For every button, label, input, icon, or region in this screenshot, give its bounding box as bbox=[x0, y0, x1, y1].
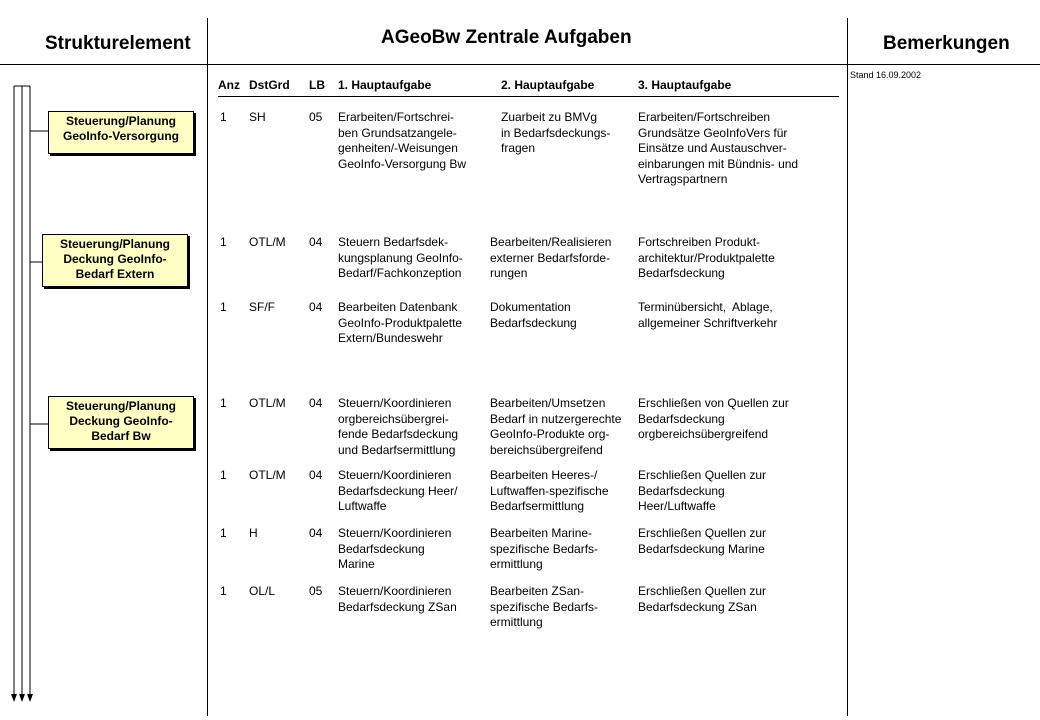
col-hauptaufgabe-2: 2. Hauptaufgabe bbox=[501, 78, 595, 92]
hauptaufgabe-3-text: Terminübersicht, Ablage, allgemeiner Schriftverkehr bbox=[638, 300, 778, 330]
divider-right bbox=[847, 18, 848, 716]
anz-value: 1 bbox=[220, 110, 227, 124]
column-header-underline bbox=[218, 96, 839, 97]
hauptaufgabe-2-text: Zuarbeit zu BMVg in Bedarfsdeckungs- fragen bbox=[501, 110, 611, 155]
hauptaufgabe-3-text: Erschließen Quellen zur Bedarfsdeckung Heer/Luftwaffe bbox=[638, 468, 767, 513]
lb-value: 05 bbox=[309, 110, 323, 124]
col-lb: LB bbox=[309, 78, 325, 92]
lb-value: 04 bbox=[309, 526, 323, 540]
col-hauptaufgabe-3: 3. Hauptaufgabe bbox=[638, 78, 732, 92]
hauptaufgabe-2-text: Dokumentation Bedarfsdeckung bbox=[490, 300, 577, 330]
lb-value: 04 bbox=[309, 235, 323, 249]
anz-value: 1 bbox=[220, 235, 227, 249]
dstgrd-value: H bbox=[249, 526, 258, 540]
lb-value: 05 bbox=[309, 584, 323, 598]
hauptaufgabe-3-text: Erschließen Quellen zur Bedarfsdeckung Marine bbox=[638, 526, 767, 556]
hauptaufgabe-2-text: Bearbeiten/Realisieren externer Bedarfsforde- rungen bbox=[490, 235, 612, 280]
lb-value: 04 bbox=[309, 396, 323, 410]
dstgrd-value: SH bbox=[249, 110, 266, 124]
dstgrd-value: OTL/M bbox=[249, 235, 286, 249]
anz-value: 1 bbox=[220, 584, 227, 598]
hauptaufgabe-1-text: Steuern Bedarfsdek- kungsplanung GeoInfo- Bedarf/Fachkonzeption bbox=[338, 235, 463, 280]
structure-connector-lines bbox=[0, 0, 207, 720]
hauptaufgabe-2-text: Bearbeiten ZSan- spezifische Bedarfs- ermittlung bbox=[490, 584, 599, 629]
structure-box-geoinfo-versorgung: Steuerung/Planung GeoInfo-Versorgung bbox=[48, 111, 194, 154]
hauptaufgabe-3-text: Erschließen von Quellen zur Bedarfsdeckung orgbereichsübergreifend bbox=[638, 396, 789, 441]
arrow-down-icon bbox=[19, 694, 25, 702]
hauptaufgabe-2-text: Bearbeiten/Umsetzen Bedarf in nutzergerechte GeoInfo-Produkte org- bereichsübergreifend bbox=[490, 396, 622, 457]
col-anz: Anz bbox=[218, 78, 240, 92]
col-dstgrd: DstGrd bbox=[249, 78, 290, 92]
structure-box-bedarf-bw: Steuerung/Planung Deckung GeoInfo- Bedarf Bw bbox=[48, 396, 194, 449]
column-header-bemerkungen: Bemerkungen bbox=[883, 33, 1010, 54]
hauptaufgabe-3-text: Erarbeiten/Fortschreiben Grundsätze GeoInfoVers für Einsätze und Austauschver- einbarungen mit Bündnis- und Vertragspartnern bbox=[638, 110, 799, 186]
hauptaufgabe-1-text: Steuern/Koordinieren Bedarfsdeckung Marine bbox=[338, 526, 452, 571]
hauptaufgabe-3-text: Fortschreiben Produkt- architektur/Produktpalette Bedarfsdeckung bbox=[638, 235, 775, 280]
date-stamp: Stand 16.09.2002 bbox=[850, 70, 922, 80]
structure-box-bedarf-extern: Steuerung/Planung Deckung GeoInfo- Bedarf Extern bbox=[42, 234, 188, 287]
arrow-down-icon bbox=[11, 694, 17, 702]
arrow-down-icon bbox=[27, 694, 33, 702]
anz-value: 1 bbox=[220, 300, 227, 314]
lb-value: 04 bbox=[309, 300, 323, 314]
anz-value: 1 bbox=[220, 468, 227, 482]
hauptaufgabe-2-text: Bearbeiten Marine- spezifische Bedarfs- ermittlung bbox=[490, 526, 599, 571]
dstgrd-value: OTL/M bbox=[249, 396, 286, 410]
hauptaufgabe-1-text: Steuern/Koordinieren orgbereichsübergrei- fende Bedarfsdeckung und Bedarfsermittlung bbox=[338, 396, 459, 457]
hauptaufgabe-1-text: Bearbeiten Datenbank GeoInfo-Produktpalette Extern/Bundeswehr bbox=[338, 300, 463, 345]
anz-value: 1 bbox=[220, 396, 227, 410]
hauptaufgabe-2-text: Bearbeiten Heeres-/ Luftwaffen-spezifische Bedarfsermittlung bbox=[490, 468, 609, 513]
lb-value: 04 bbox=[309, 468, 323, 482]
page-title: AGeoBw Zentrale Aufgaben bbox=[381, 27, 632, 48]
dstgrd-value: OL/L bbox=[249, 584, 276, 598]
hauptaufgabe-3-text: Erschließen Quellen zur Bedarfsdeckung ZSan bbox=[638, 584, 767, 614]
hauptaufgabe-1-text: Steuern/Koordinieren Bedarfsdeckung Heer/ Luftwaffe bbox=[338, 468, 458, 513]
hauptaufgabe-1-text: Steuern/Koordinieren Bedarfsdeckung ZSan bbox=[338, 584, 457, 614]
col-hauptaufgabe-1: 1. Hauptaufgabe bbox=[338, 78, 432, 92]
dstgrd-value: SF/F bbox=[249, 300, 275, 314]
column-header-strukturelement: Strukturelement bbox=[45, 33, 191, 54]
hauptaufgabe-1-text: Erarbeiten/Fortschrei- ben Grundsatzangele- genheiten/-Weisungen GeoInfo-Versorgung Bw bbox=[338, 110, 467, 171]
anz-value: 1 bbox=[220, 526, 227, 540]
dstgrd-value: OTL/M bbox=[249, 468, 286, 482]
divider-left bbox=[207, 18, 208, 716]
